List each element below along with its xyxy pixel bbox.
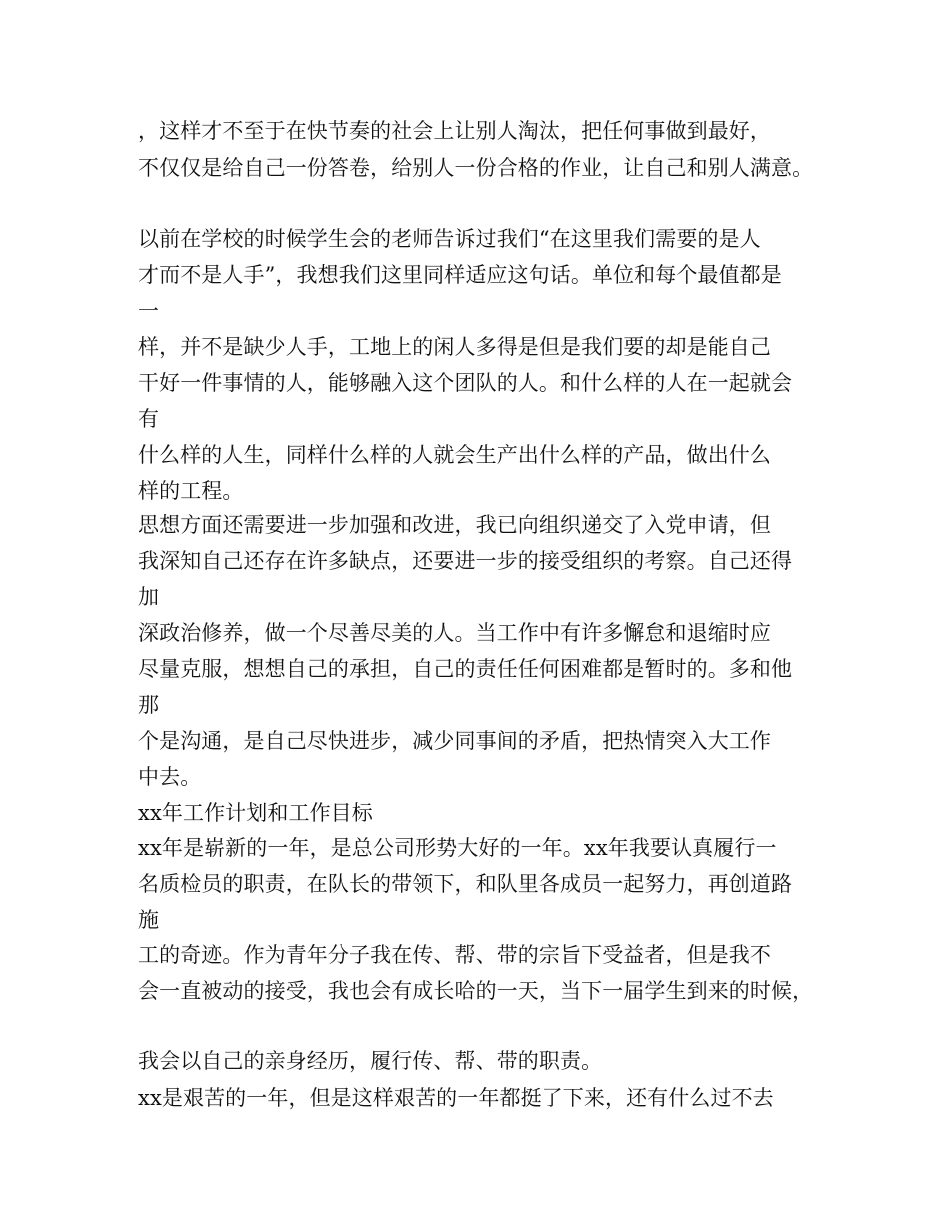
- text-line: 深政治修养，做一个尽善尽美的人。当工作中有许多懈怠和退缩时应: [138, 621, 771, 645]
- text-line: 加: [138, 585, 160, 609]
- text-line: 以前在学校的时候学生会的老师告诉过我们“在这里我们需要的是人: [138, 227, 761, 251]
- text-line: 才而不是人手”，我想我们这里同样适应这句话。单位和每个最值都是: [138, 263, 782, 287]
- text-line: 我会以自己的亲身经历，履行传、帮、带的职责。: [138, 1049, 603, 1073]
- text-line: 一: [138, 299, 160, 323]
- text-line: 思想方面还需要进一步加强和改进，我已向组织递交了入党申请，但: [138, 513, 771, 537]
- text-line: 尽量克服，想想自己的承担，自己的责任任何困难都是暂时的。多和他: [138, 657, 793, 681]
- text-line: 名质检员的职责，在队长的带领下，和队里各成员一起努力，再创道路: [138, 872, 793, 896]
- text-line: 什么样的人生，同样什么样的人就会生产出什么样的产品，做出什么: [138, 443, 771, 467]
- section-heading: xx年工作计划和工作目标: [138, 801, 373, 825]
- text-line: 那: [138, 693, 160, 717]
- text-line: 中去。: [138, 765, 202, 789]
- text-line: xx是艰苦的一年，但是这样艰苦的一年都挺了下来，还有什么过不去: [138, 1086, 774, 1110]
- text-line: 干好一件事情的人，能够融入这个团队的人。和什么样的人在一起就会: [138, 371, 793, 395]
- text-line: 有: [138, 407, 160, 431]
- text-line: 个是沟通，是自己尽快进步，减少同事间的矛盾，把热情突入大工作: [138, 729, 771, 753]
- text-line: 我深知自己还存在许多缺点，还要进一步的接受组织的考察。自己还得: [138, 549, 793, 573]
- text-line: 不仅仅是给自己一份答卷，给别人一份合格的作业，让自己和别人满意。: [138, 156, 814, 180]
- text-line: 施: [138, 908, 160, 932]
- text-line: 样的工程。: [138, 479, 244, 503]
- text-line: 样，并不是缺少人手，工地上的闲人多得是但是我们要的却是能自己: [138, 335, 771, 359]
- text-line: ，这样才不至于在快节奏的社会上让别人淘汰，把任何事做到最好，: [138, 119, 771, 143]
- text-line: xx年是崭新的一年，是总公司形势大好的一年。xx年我要认真履行一: [138, 836, 777, 860]
- text-line: 会一直被动的接受，我也会有成长哈的一天，当下一届学生到来的时候，: [138, 979, 814, 1003]
- text-line: 工的奇迹。作为青年分子我在传、帮、带的宗旨下受益者，但是我不: [138, 943, 771, 967]
